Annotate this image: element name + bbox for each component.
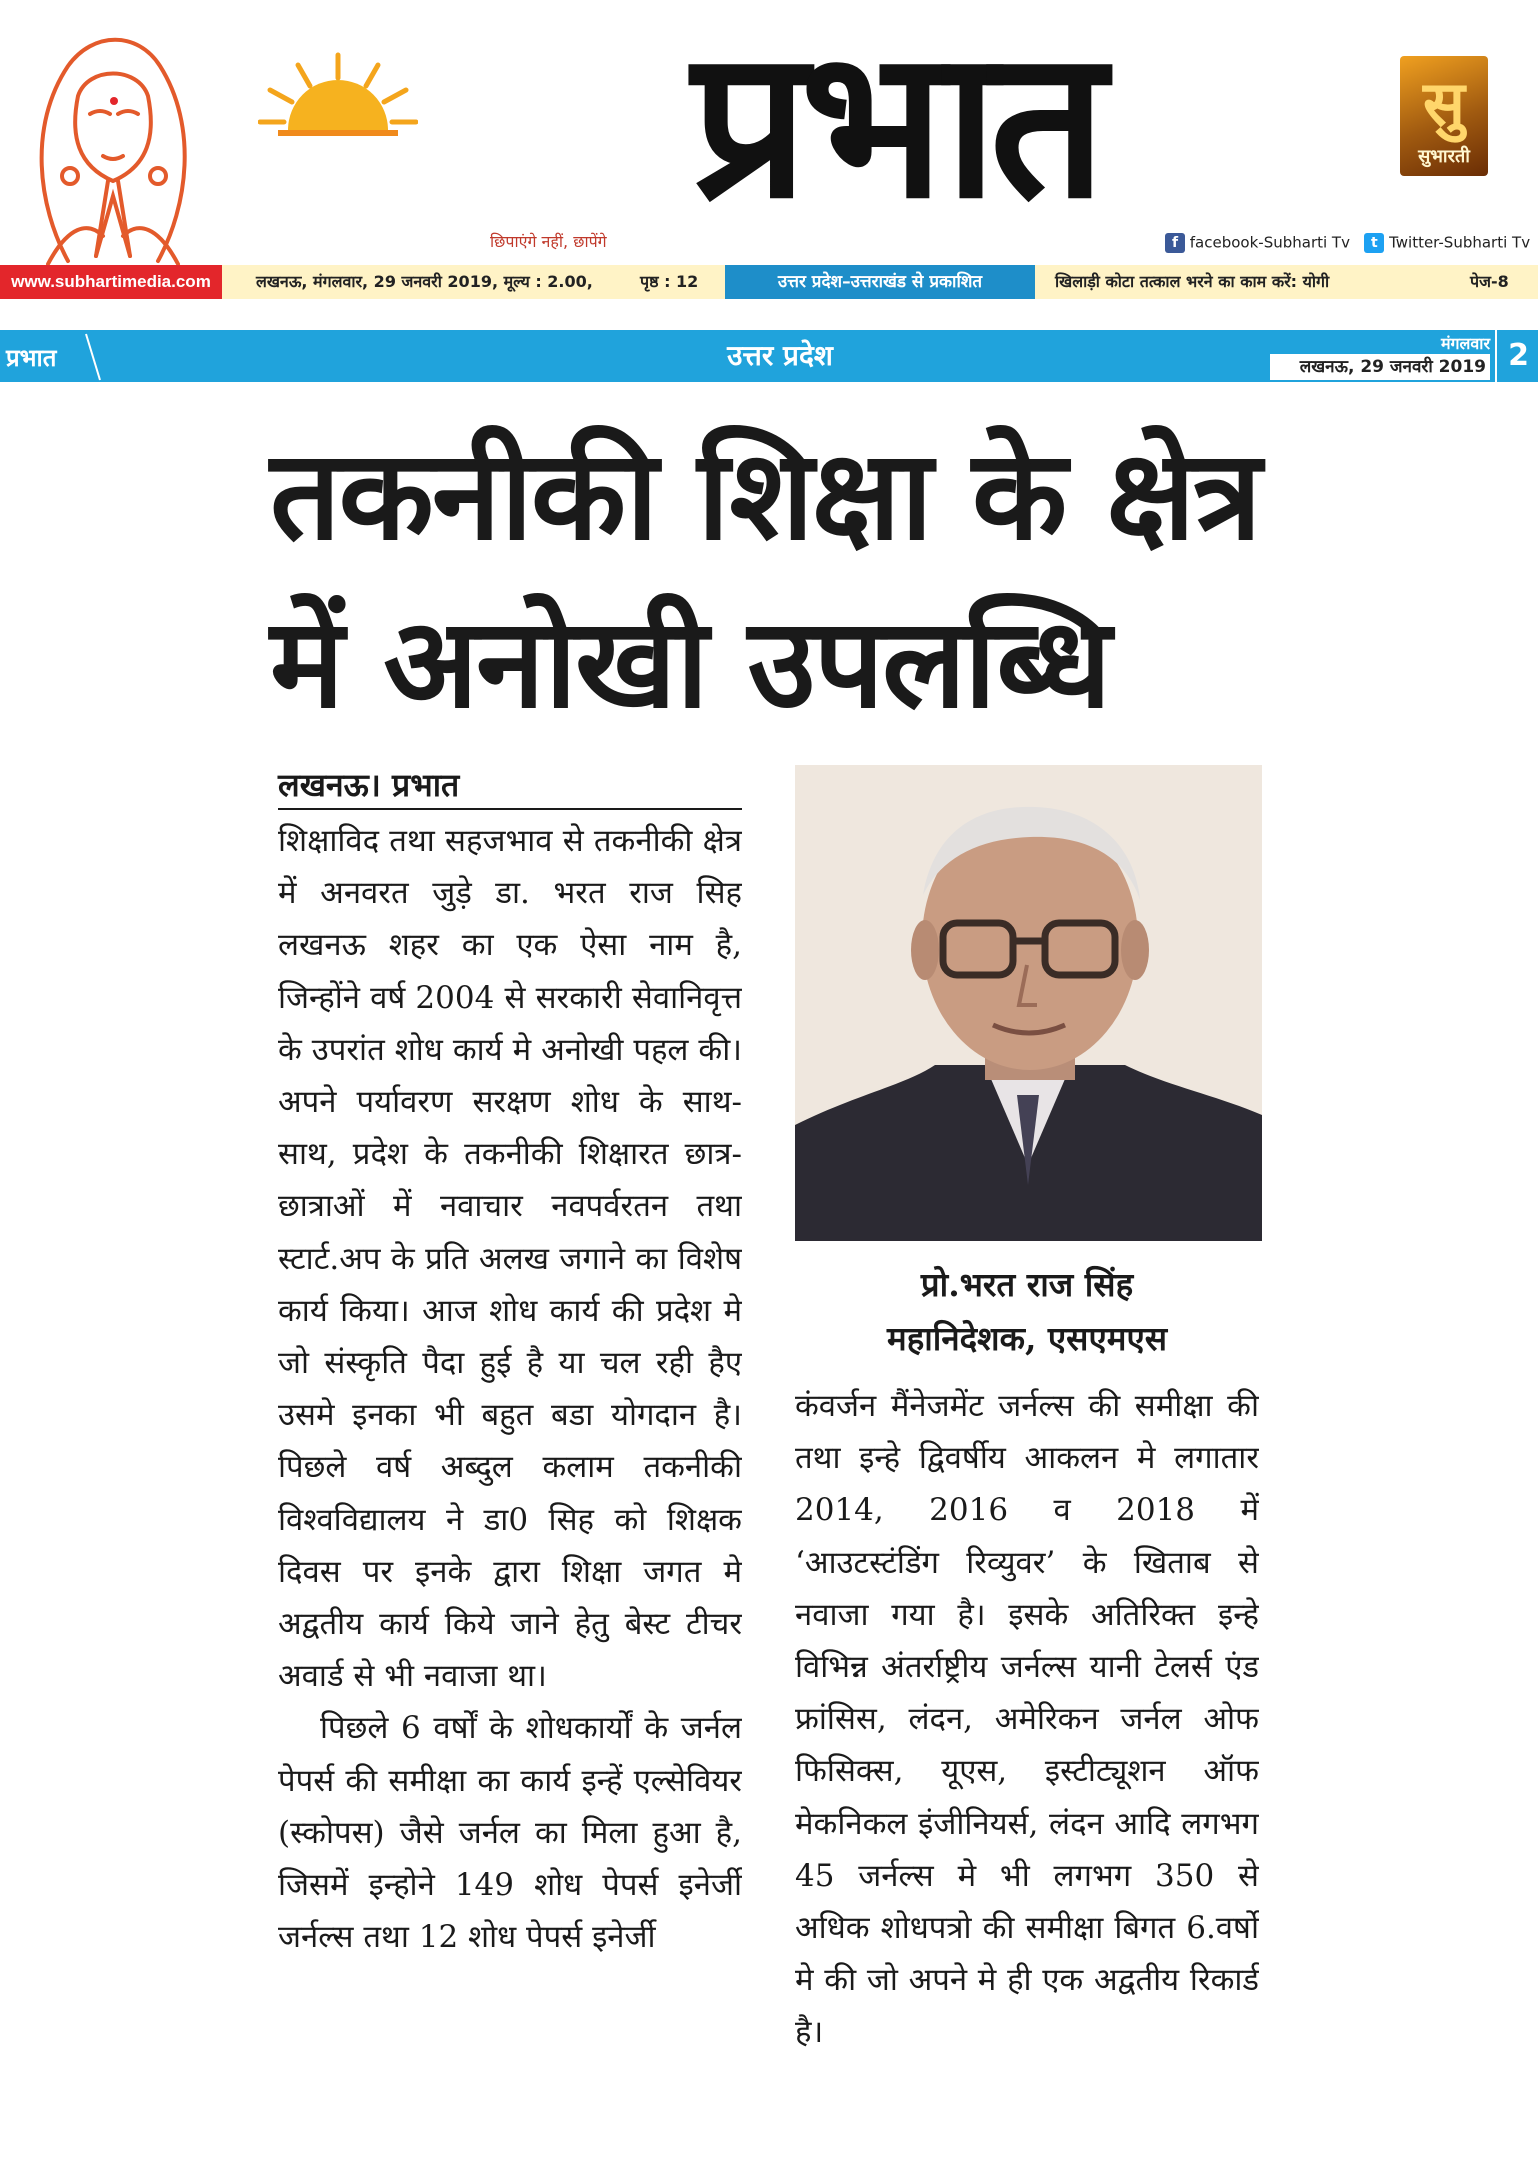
paragraph: शिक्षाविद तथा सहजभाव से तकनीकी क्षेत्र में अनवरत जुड़े डा. भरत राज सिह लखनऊ शहर का एक ऐसा नाम है, जिन्होंने वर्ष 2004 से सरकारी सेवानिवृत्त के उपरांत शोध कार्य मे अनोखी पहल की। अपने पर्यावरण सरक्षण शोध के साथ-साथ, प्रदेश के तकनीकी शिक्षारत छात्र-छात्राओं में नवाचार नवपर्वरतन तथा स्टार्ट.अप के प्रति अलख जगाने का विशेष कार्य किया। आज शोध कार्य की प्रदेश मे जो संस्कृति पैदा हुई है या चल रही हैए उसमे इनका भी बहुत बडा योगदान है। पिछले वर्ष अब्दुल कलाम तकनीकी विश्वविद्यालय ने डा0 सिह को शिक्षक दिवस पर इनके द्वारा शिक्षा जगत मे अद्वतीय कार्य किये जाने हेतु बेस्ट टीचर अवार्ड से भी नवाजा था। — [278, 823, 742, 1695]
facebook-link[interactable]: facebook-Subharti Tv — [1189, 233, 1350, 252]
section-title: उत्तर प्रदेश — [727, 339, 833, 372]
info-strip — [0, 265, 1538, 299]
article-headline — [270, 412, 1270, 748]
page-number: 2 — [1495, 330, 1538, 382]
rising-sun-icon — [258, 50, 418, 145]
headline-teaser: खिलाड़ी कोटा तत्काल भरने का काम करें: योगी — [1055, 272, 1330, 291]
headline-line-1: तकनीकी शिक्षा के क्षेत्र — [270, 424, 1260, 568]
headline-line-2: में अनोखी उपलब्धि — [270, 592, 1110, 736]
newspaper-nameplate: प्रभात — [691, 6, 1099, 244]
masthead — [0, 0, 1538, 300]
section-weekday: मंगलवार — [1440, 334, 1490, 353]
photo-caption — [790, 1258, 1264, 1366]
teaser-page-ref: पेज-8 — [1470, 272, 1509, 291]
subharti-logo-text: सुभारती — [1418, 146, 1470, 167]
section-divider — [84, 330, 104, 382]
paragraph: पिछले 6 वर्षों के शोधकार्यों के जर्नल पेपर्स की समीक्षा का कार्य इन्हें एल्सेवियर (स्कोपस) जैसे जर्नल का मिला हुआ है, जिसमें इन्होने 149 शोध पेपर्स इनेर्जी जर्नल्स तथा 12 शोध पेपर्स इनेर्जी — [278, 1710, 742, 1956]
section-bar — [0, 330, 1538, 382]
facebook-icon: f — [1165, 233, 1185, 253]
dateline: लखनऊ, मंगलवार, 29 जनवरी 2019, मूल्य : 2.00, — [256, 272, 593, 291]
namaste-woman-icon — [8, 6, 218, 268]
page-count: पृष्ठ : 12 — [640, 272, 699, 291]
caption-title: महानिदेशक, एसएमएस — [886, 1319, 1168, 1358]
article-column-2 — [795, 1380, 1259, 2160]
subharti-logo — [1400, 56, 1488, 176]
caption-name: प्रो.भरत राज सिंह — [920, 1265, 1134, 1304]
twitter-icon: t — [1364, 233, 1384, 253]
published-from-badge: उत्तर प्रदेश–उत्तराखंड से प्रकाशित — [725, 265, 1035, 299]
portrait-photo — [795, 765, 1262, 1241]
section-date-box — [1270, 330, 1490, 382]
twitter-link[interactable]: Twitter-Subharti Tv — [1389, 233, 1531, 252]
section-brand: प्रभात — [6, 344, 57, 372]
article-column-1 — [278, 815, 742, 2160]
tagline: छिपाएंगे नहीं, छापेंगे — [490, 232, 607, 251]
social-links — [1165, 233, 1535, 259]
subharti-logo-glyph: सु — [1423, 67, 1465, 140]
website-link[interactable]: www.subhartimedia.com — [0, 265, 222, 299]
byline: लखनऊ। प्रभात — [278, 762, 742, 810]
section-date: लखनऊ, 29 जनवरी 2019 — [1299, 357, 1486, 377]
paragraph: कंवर्जन मैंनेजमेंट जर्नल्स की समीक्षा की तथा इन्हे द्विवर्षीय आकलन मे लगातार 2014, 2016 व 2018 में ‘आउटस्टंडिंग रिव्युवर’ के खिताब से नवाजा गया है। इसके अतिरिक्त इन्हे विभिन्न अंतर्राष्ट्रीय जर्नल्स यानी टेलर्स एंड फ्रांसिस, लंदन, अमेरिकन जर्नल ओफ फिसिक्स, यूएस, इस्टीट्यूशन ऑफ मेकनिकल इंजीनियर्स, लंदन आदि लगभग 45 जर्नल्स मे भी लगभग 350 से अधिक शोधपत्रो की समीक्षा बिगत 6.वर्षो मे की जो अपने मे ही एक अद्वतीय रिकार्ड है। — [795, 1388, 1259, 2051]
